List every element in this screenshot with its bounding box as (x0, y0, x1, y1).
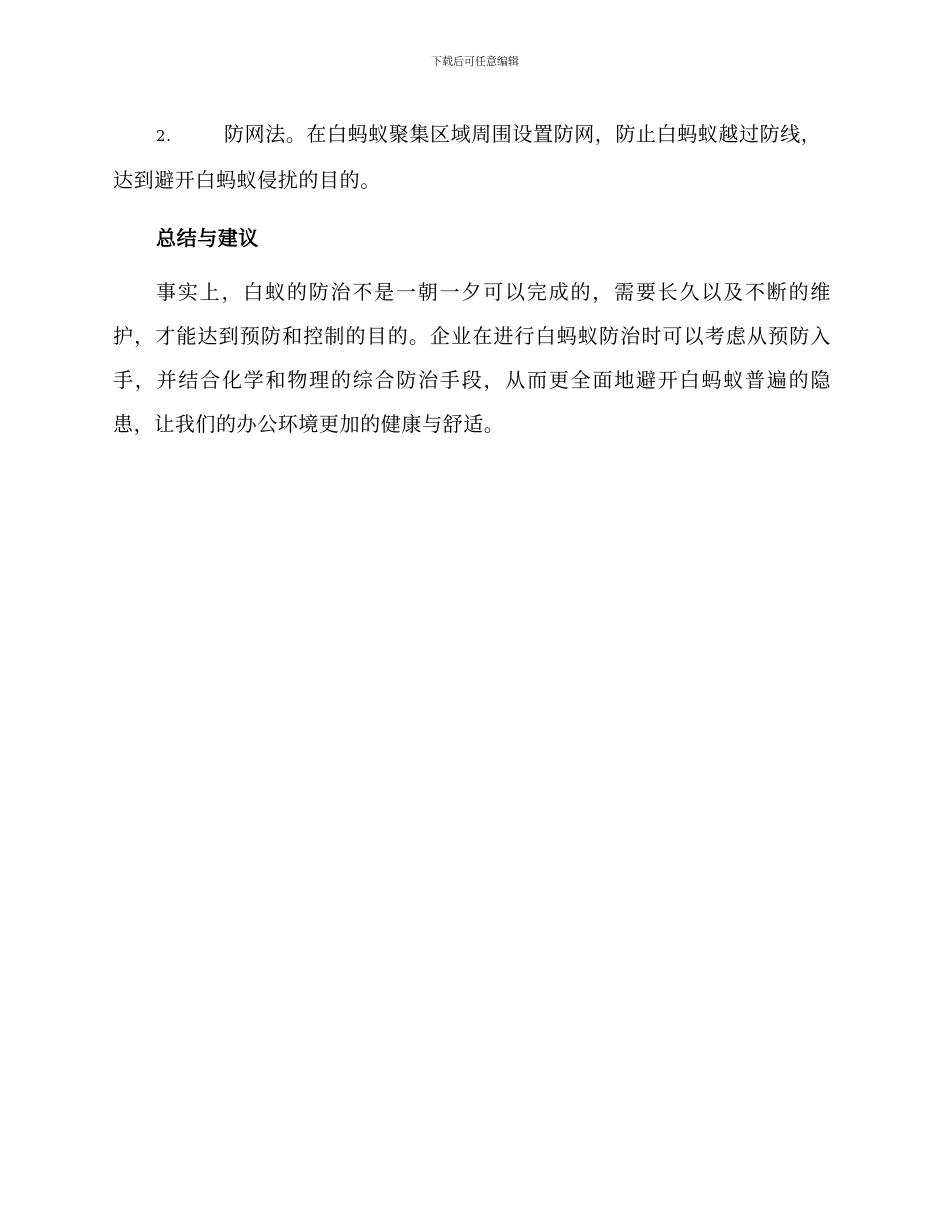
list-item-text: 防网法。在白蚂蚁聚集区域周围设置防网，防止白蚂蚁越过防线，达到避开白蚂蚁侵扰的目的。 (113, 122, 822, 192)
body-paragraph: 事实上，白蚁的防治不是一朝一夕可以完成的，需要长久以及不断的维护，才能达到预防和控制的目的。企业在进行白蚂蚁防治时可以考虑从预防入手，并结合化学和物理的综合防治手段，从而更全面地避开白蚂蚁普遍的隐患，让我们的办公环境更加的健康与舒适。 (113, 280, 831, 436)
document-body (113, 112, 831, 446)
list-item (113, 112, 831, 202)
section-heading: 总结与建议 (156, 226, 259, 250)
list-item-number: 2. (156, 127, 172, 145)
page-header: 下载后可任意编辑 (431, 55, 519, 68)
